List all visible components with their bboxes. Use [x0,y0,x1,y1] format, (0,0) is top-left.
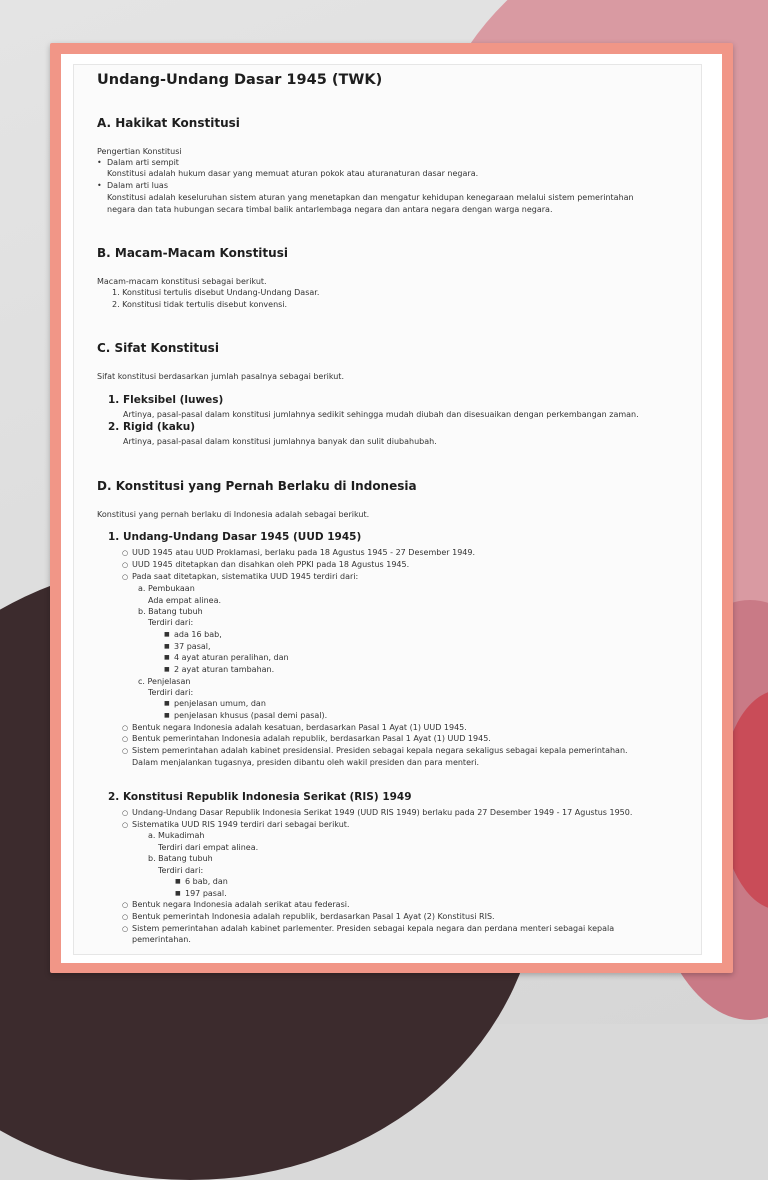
text-line: Konstitusi yang pernah berlaku di Indonesia adalah sebagai berikut. [97,510,370,519]
text-line: Artinya, pasal-pasal dalam konstitusi jumlahnya sedikit sehingga mudah diubah dan disesuaikan dengan perkembangan zaman. [123,410,639,419]
subsection-heading: 1. Fleksibel (luwes) [108,394,224,406]
text-line: negara dan tata hubungan secara timbal balik antarlembaga negara dan antara negara dengan warga negara. [107,205,553,214]
list-item: ■ penjelasan umum, dan [174,699,266,709]
list-item: ○ Bentuk pemerintahan Indonesia adalah republik, berdasarkan Pasal 1 Ayat (1) UUD 1945. [132,734,491,744]
list-item: ■ 2 ayat aturan tambahan. [174,665,274,675]
list-item: ■ penjelasan khusus (pasal demi pasal). [174,711,327,721]
section-heading: C. Sifat Konstitusi [97,341,219,355]
list-item: • Dalam arti sempit [107,158,179,168]
text-line: pemerintahan. [132,935,191,944]
text-line: Terdiri dari: [148,688,194,697]
text-line: Terdiri dari: [158,866,204,875]
list-item: ○ Undang-Undang Dasar Republik Indonesia Serikat 1949 (UUD RIS 1949) berlaku pada 27 Desember 1949 - 17 Agustus 1950. [132,808,632,818]
list-item: b. Batang tubuh [148,854,213,863]
list-item: ■ ada 16 bab, [174,630,222,640]
text-line: Macam-macam konstitusi sebagai berikut. [97,277,267,286]
list-item: • Dalam arti luas [107,181,168,191]
list-item: 2. Konstitusi tidak tertulis disebut konvensi. [112,300,288,309]
list-item: b. Batang tubuh [138,607,203,616]
text-line: Konstitusi adalah keseluruhan sistem aturan yang menetapkan dan mengatur kehidupan kenegaraan melalui sistem pemerintahan [107,193,634,202]
list-item: ○ Bentuk pemerintah Indonesia adalah republik, berdasarkan Pasal 1 Ayat (2) Konstitusi RIS. [132,912,495,922]
list-item: a. Mukadimah [148,831,205,840]
text-line: Terdiri dari empat alinea. [158,843,259,852]
list-item: ■ 197 pasal. [185,889,227,899]
list-item: ○ UUD 1945 atau UUD Proklamasi, berlaku pada 18 Agustus 1945 - 27 Desember 1949. [132,548,475,558]
text-line: Pengertian Konstitusi [97,147,182,156]
text-line: Ada empat alinea. [148,596,222,605]
page-title: Undang-Undang Dasar 1945 (TWK) [97,72,383,88]
text-line: Dalam menjalankan tugasnya, presiden dibantu oleh wakil presiden dan para menteri. [132,758,480,767]
list-item: c. Penjelasan [138,677,191,686]
text-line: Konstitusi adalah hukum dasar yang memuat aturan pokok atau aturanaturan dasar negara. [107,169,479,178]
section-heading: D. Konstitusi yang Pernah Berlaku di Indonesia [97,479,417,493]
list-item: ○ UUD 1945 ditetapkan dan disahkan oleh PPKI pada 18 Agustus 1945. [132,560,409,570]
list-item: ■ 6 bab, dan [185,877,228,887]
text-line: Sifat konstitusi berdasarkan jumlah pasalnya sebagai berikut. [97,372,344,381]
subsection-heading: 1. Undang-Undang Dasar 1945 (UUD 1945) [108,531,362,543]
list-item: ○ Bentuk negara Indonesia adalah kesatuan, berdasarkan Pasal 1 Ayat (1) UUD 1945. [132,723,467,733]
subsection-heading: 2. Konstitusi Republik Indonesia Serikat (RIS) 1949 [108,791,412,803]
list-item: ○ Bentuk negara Indonesia adalah serikat atau federasi. [132,900,350,910]
list-item: ○ Sistematika UUD RIS 1949 terdiri dari sebagai berikut. [132,820,349,830]
list-item: ○ Sistem pemerintahan adalah kabinet presidensial. Presiden sebagai kepala negara sekaligus sebagai kepala pemerintahan. [132,746,628,756]
list-item: ○ Pada saat ditetapkan, sistematika UUD 1945 terdiri dari: [132,572,358,582]
list-item: ○ Sistem pemerintahan adalah kabinet parlementer. Presiden sebagai kepala negara dan perdana menteri sebagai kepala [132,924,614,934]
list-item: 1. Konstitusi tertulis disebut Undang-Undang Dasar. [112,288,320,297]
list-item: ■ 4 ayat aturan peralihan, dan [174,653,289,663]
text-line: Artinya, pasal-pasal dalam konstitusi jumlahnya banyak dan sulit diubahubah. [123,437,437,446]
list-item: ■ 37 pasal, [174,642,211,652]
text-line: Terdiri dari: [148,618,194,627]
section-heading: A. Hakikat Konstitusi [97,116,240,130]
subsection-heading: 2. Rigid (kaku) [108,421,196,433]
section-heading: B. Macam-Macam Konstitusi [97,246,288,260]
list-item: a. Pembukaan [138,584,195,593]
